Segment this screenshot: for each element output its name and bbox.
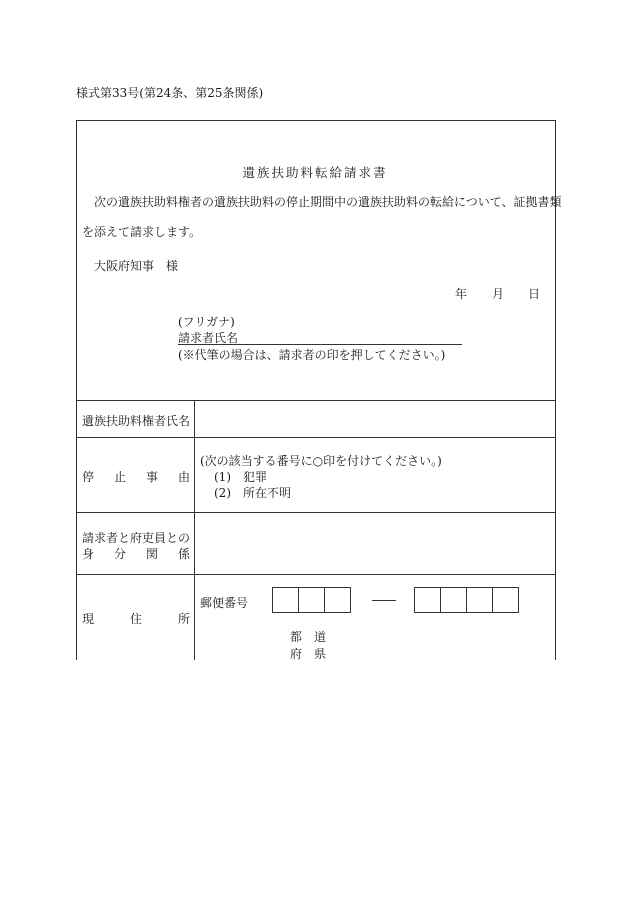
postal-code-label: 郵便番号	[200, 596, 249, 610]
postal-digit-box[interactable]	[414, 587, 441, 613]
option-crime[interactable]: (1) 犯罪	[214, 470, 267, 484]
postal-digit-box[interactable]	[324, 587, 351, 613]
beneficiary-name-field[interactable]	[196, 402, 554, 435]
postal-code-first	[272, 587, 351, 613]
row-divider	[76, 437, 556, 438]
postal-dash	[372, 600, 396, 601]
column-divider	[194, 400, 195, 660]
form-title: 遺族扶助料転給請求書	[242, 165, 388, 180]
date-day-label: 日	[528, 287, 541, 301]
postal-code-second	[414, 587, 519, 613]
proxy-seal-note: (※代筆の場合は、請求者の印を押してください。)	[178, 348, 446, 362]
postal-digit-box[interactable]	[440, 587, 467, 613]
row-divider	[76, 574, 556, 575]
prefecture-suffix-to: 都	[290, 630, 303, 644]
postal-digit-box[interactable]	[466, 587, 493, 613]
row-divider	[76, 512, 556, 513]
beneficiary-name-label: 遺族扶助料権者氏名	[82, 414, 191, 428]
prefecture-suffix-ken: 県	[314, 647, 327, 661]
date-month-label: 月	[492, 287, 505, 301]
suspension-reason-label: 停 止 事 由	[82, 470, 190, 484]
relationship-label-line1: 請求者と府吏員との	[82, 531, 191, 545]
prefecture-suffix-do: 道	[314, 630, 327, 644]
claimant-name-field[interactable]	[178, 344, 462, 345]
relationship-field[interactable]	[196, 514, 554, 572]
suspension-instruction: (次の該当する番号に○印を付けてください。)	[200, 454, 442, 468]
prefecture-suffix-fu: 府	[290, 647, 303, 661]
relationship-label-line2: 身 分 関 係	[82, 547, 190, 561]
claimant-name-label: 請求者氏名	[178, 331, 239, 345]
date-year-label: 年	[455, 287, 468, 301]
furigana-label: (フリガナ)	[178, 315, 235, 329]
row-divider	[76, 400, 556, 401]
address-label: 現 住 所	[82, 612, 190, 626]
request-text-line1: 次の遺族扶助料権者の遺族扶助料の停止期間中の遺族扶助料の転給について、証拠書類	[94, 195, 562, 209]
form-number: 様式第33号(第24条、第25条関係)	[76, 86, 264, 100]
request-text-line2: を添えて請求します。	[82, 225, 202, 239]
postal-digit-box[interactable]	[298, 587, 325, 613]
addressee: 大阪府知事 様	[94, 259, 179, 273]
option-whereabouts-unknown[interactable]: (2) 所在不明	[214, 486, 291, 500]
postal-digit-box[interactable]	[492, 587, 519, 613]
postal-digit-box[interactable]	[272, 587, 299, 613]
